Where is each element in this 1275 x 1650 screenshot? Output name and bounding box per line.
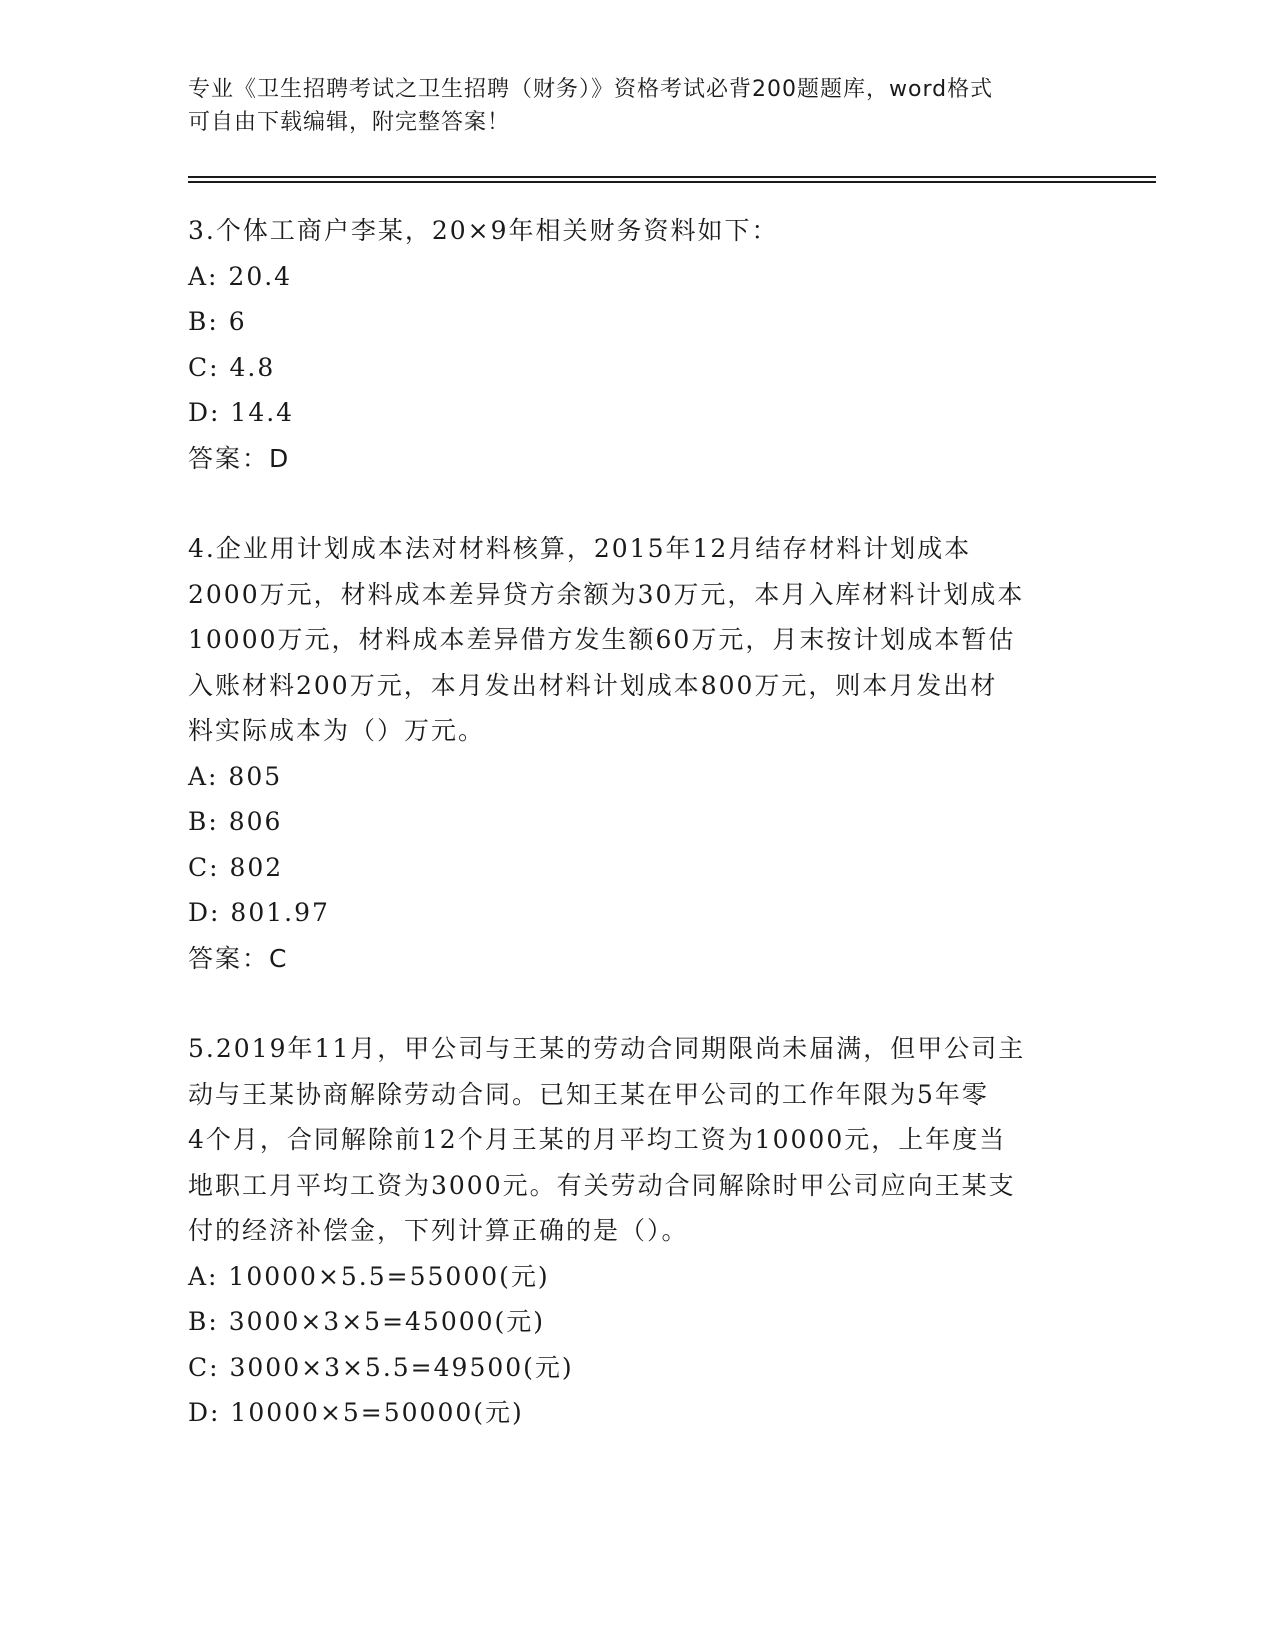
question-text-line: 入账材料200万元，本月发出材料计划成本800万元，则本月发出材 [188, 670, 998, 700]
option-b: B: 3000×3×5=45000(元) [188, 1307, 546, 1336]
option-d: D: 10000×5=50000(元) [188, 1398, 524, 1427]
question-text-line: 料实际成本为（）万元。 [188, 716, 486, 745]
question-list [188, 208, 1088, 1436]
question-spacer [188, 481, 1088, 526]
document-header [188, 73, 1088, 139]
question-text-line: 4个月，合同解除前12个月王某的月平均工资为10000元，上年度当 [188, 1125, 1007, 1154]
option-a: A: 10000×5.5=55000(元) [188, 1261, 550, 1291]
question-text-line: 地职工月平均工资为3000元。有关劳动合同解除时甲公司应向王某支 [188, 1170, 1016, 1200]
question-text-line: 付的经济补偿金，下列计算正确的是（）。 [188, 1216, 689, 1245]
option-c: C: 802 [188, 852, 284, 882]
question-spacer [188, 981, 1088, 1026]
header-line-1: 专业《卫生招聘考试之卫生招聘（财务）》资格考试必背200题题库，word格式 [188, 77, 994, 102]
header-divider-bottom [188, 181, 1156, 183]
option-c: C: 3000×3×5.5=49500(元) [188, 1352, 574, 1382]
option-b: B: 806 [188, 807, 283, 836]
option-d: D: 801.97 [188, 898, 330, 927]
header-divider-top [188, 176, 1156, 178]
question-text-line: 2000万元，材料成本差异贷方余额为30万元，本月入库材料计划成本 [188, 579, 1025, 609]
question-text-line: 4.企业用计划成本法对材料核算，2015年12月结存材料计划成本 [188, 534, 972, 563]
answer-line: 答案：C [188, 943, 289, 973]
question-5 [188, 1026, 1088, 1436]
option-d: D: 14.4 [188, 398, 295, 427]
question-text-line: 5.2019年11月，甲公司与王某的劳动合同期限尚未届满，但甲公司主 [188, 1034, 1026, 1063]
question-4 [188, 526, 1088, 981]
option-a: A: 805 [188, 761, 283, 791]
question-text-line: 3.个体工商户李某，20×9年相关财务资料如下： [188, 216, 779, 245]
question-text-line: 动与王某协商解除劳动合同。已知王某在甲公司的工作年限为5年零 [188, 1079, 989, 1109]
question-3 [188, 208, 1088, 481]
option-a: A: 20.4 [188, 261, 293, 291]
answer-line: 答案：D [188, 443, 291, 473]
option-b: B: 6 [188, 307, 247, 336]
question-text-line: 10000万元，材料成本差异借方发生额60万元，月末按计划成本暂估 [188, 625, 1016, 654]
option-c: C: 4.8 [188, 352, 276, 382]
header-line-2: 可自由下载编辑，附完整答案！ [188, 110, 511, 135]
